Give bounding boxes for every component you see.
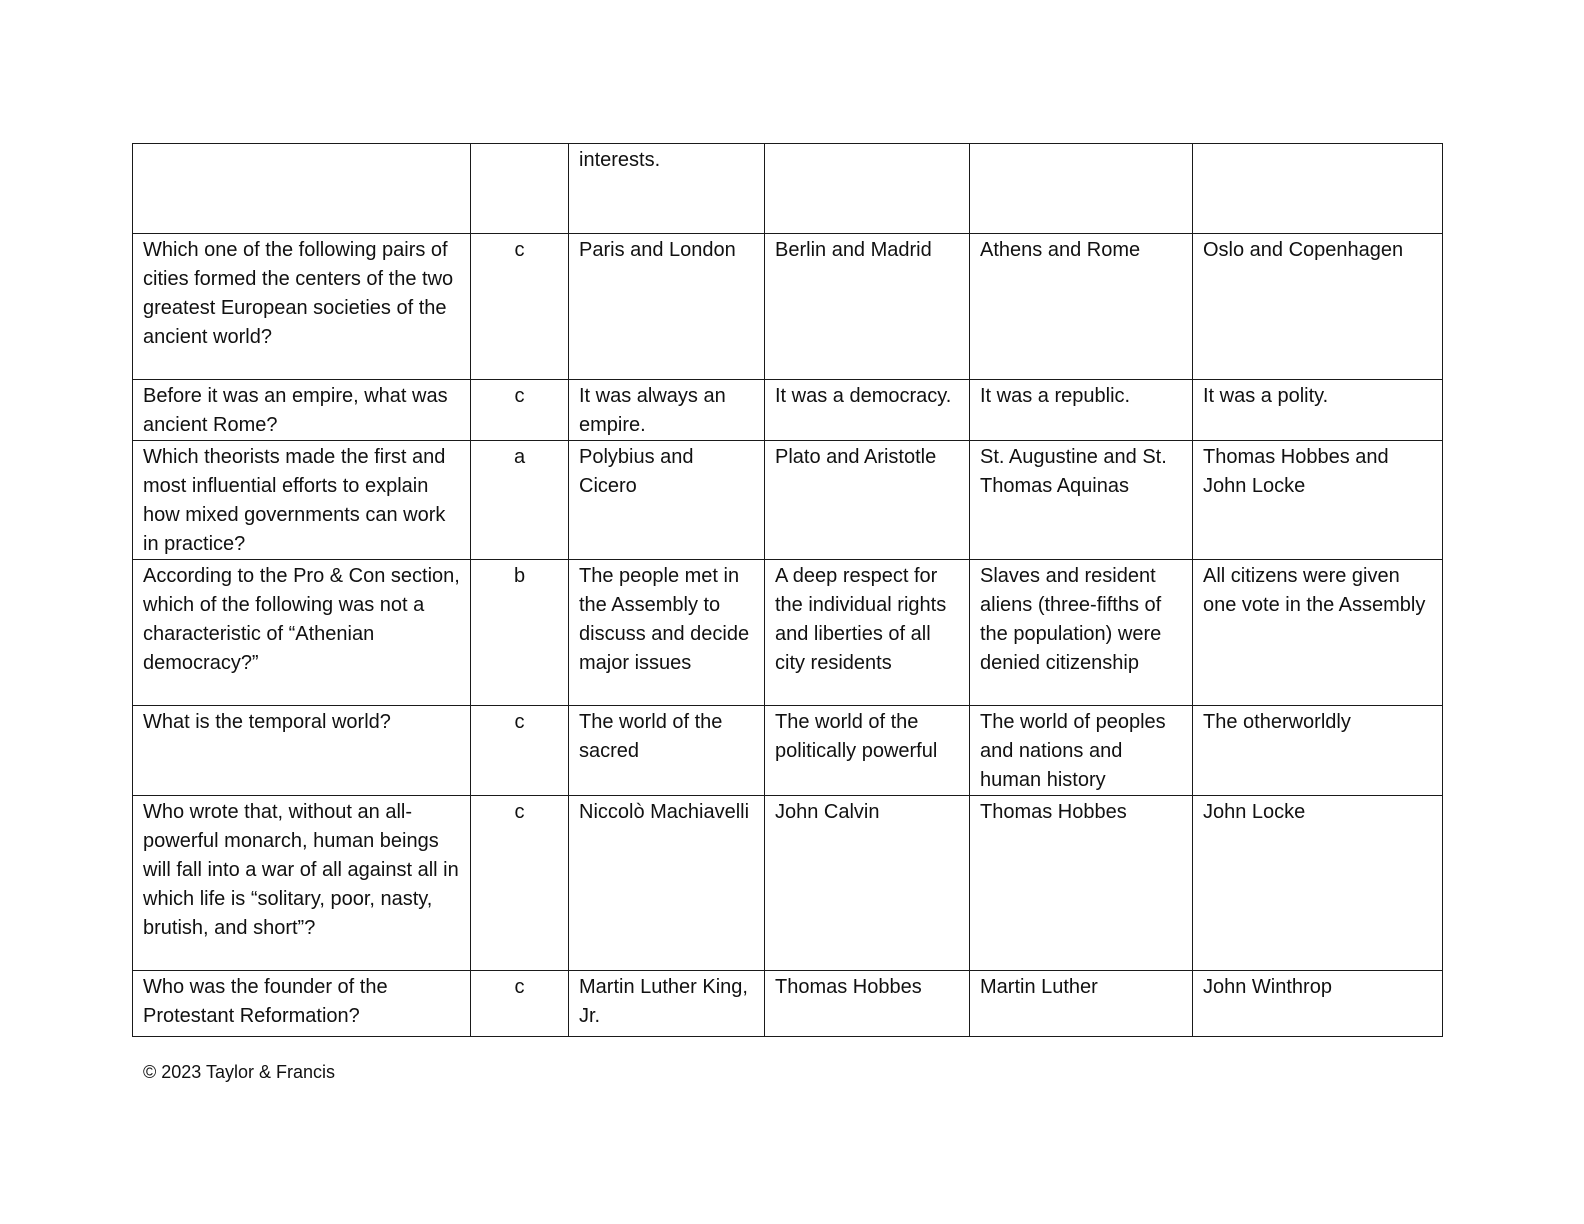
option-a-cell: interests. bbox=[569, 144, 765, 234]
answer-key-cell: a bbox=[471, 441, 569, 560]
answer-key-cell: c bbox=[471, 234, 569, 380]
table-row bbox=[133, 560, 1443, 706]
option-c-cell: Martin Luther bbox=[970, 971, 1193, 1037]
option-b-cell: John Calvin bbox=[765, 796, 970, 971]
answer-key-cell: b bbox=[471, 560, 569, 706]
option-d-cell: Oslo and Copenhagen bbox=[1193, 234, 1443, 380]
question-cell: Which theorists made the first and most influential efforts to explain how mixed governments can work in practice? bbox=[133, 441, 471, 560]
question-cell bbox=[133, 144, 471, 234]
option-a-cell: It was always an empire. bbox=[569, 380, 765, 441]
option-d-cell: It was a polity. bbox=[1193, 380, 1443, 441]
table-row bbox=[133, 971, 1443, 1037]
option-a-cell: Paris and London bbox=[569, 234, 765, 380]
table-row bbox=[133, 234, 1443, 380]
option-c-cell: It was a republic. bbox=[970, 380, 1193, 441]
option-a-cell: The people met in the Assembly to discuss and decide major issues bbox=[569, 560, 765, 706]
option-a-cell: Niccolò Machiavelli bbox=[569, 796, 765, 971]
option-b-cell: Thomas Hobbes bbox=[765, 971, 970, 1037]
option-d-cell: John Winthrop bbox=[1193, 971, 1443, 1037]
answer-key-cell: c bbox=[471, 796, 569, 971]
option-d-cell: The otherworldly bbox=[1193, 706, 1443, 796]
answer-key-cell: c bbox=[471, 380, 569, 441]
table-row bbox=[133, 144, 1443, 234]
option-c-cell: Thomas Hobbes bbox=[970, 796, 1193, 971]
option-b-cell: A deep respect for the individual rights and liberties of all city residents bbox=[765, 560, 970, 706]
question-cell: Which one of the following pairs of cities formed the centers of the two greatest European societies of the ancient world? bbox=[133, 234, 471, 380]
answer-key-cell bbox=[471, 144, 569, 234]
option-b-cell bbox=[765, 144, 970, 234]
option-c-cell: The world of peoples and nations and human history bbox=[970, 706, 1193, 796]
answer-key-cell: c bbox=[471, 706, 569, 796]
option-b-cell: Plato and Aristotle bbox=[765, 441, 970, 560]
option-a-cell: Polybius and Cicero bbox=[569, 441, 765, 560]
copyright-footer: © 2023 Taylor & Francis bbox=[143, 1062, 336, 1082]
option-b-cell: The world of the politically powerful bbox=[765, 706, 970, 796]
table-row bbox=[133, 441, 1443, 560]
table-row bbox=[133, 706, 1443, 796]
option-d-cell: Thomas Hobbes and John Locke bbox=[1193, 441, 1443, 560]
option-a-cell: The world of the sacred bbox=[569, 706, 765, 796]
question-cell: What is the temporal world? bbox=[133, 706, 471, 796]
answer-key-cell: c bbox=[471, 971, 569, 1037]
table-row bbox=[133, 796, 1443, 971]
question-cell: Who was the founder of the Protestant Reformation? bbox=[133, 971, 471, 1037]
option-d-cell: John Locke bbox=[1193, 796, 1443, 971]
option-b-cell: It was a democracy. bbox=[765, 380, 970, 441]
question-cell: According to the Pro & Con section, which of the following was not a characteristic of “Athenian democracy?” bbox=[133, 560, 471, 706]
question-cell: Who wrote that, without an all-powerful monarch, human beings will fall into a war of all against all in which life is “solitary, poor, nasty, brutish, and short”? bbox=[133, 796, 471, 971]
question-cell: Before it was an empire, what was ancient Rome? bbox=[133, 380, 471, 441]
option-d-cell bbox=[1193, 144, 1443, 234]
option-a-cell: Martin Luther King, Jr. bbox=[569, 971, 765, 1037]
option-c-cell: St. Augustine and St. Thomas Aquinas bbox=[970, 441, 1193, 560]
option-c-cell bbox=[970, 144, 1193, 234]
option-b-cell: Berlin and Madrid bbox=[765, 234, 970, 380]
option-c-cell: Slaves and resident aliens (three-fifths of the population) were denied citizenship bbox=[970, 560, 1193, 706]
option-c-cell: Athens and Rome bbox=[970, 234, 1193, 380]
table-row bbox=[133, 380, 1443, 441]
quiz-table bbox=[132, 143, 1443, 1037]
option-d-cell: All citizens were given one vote in the Assembly bbox=[1193, 560, 1443, 706]
